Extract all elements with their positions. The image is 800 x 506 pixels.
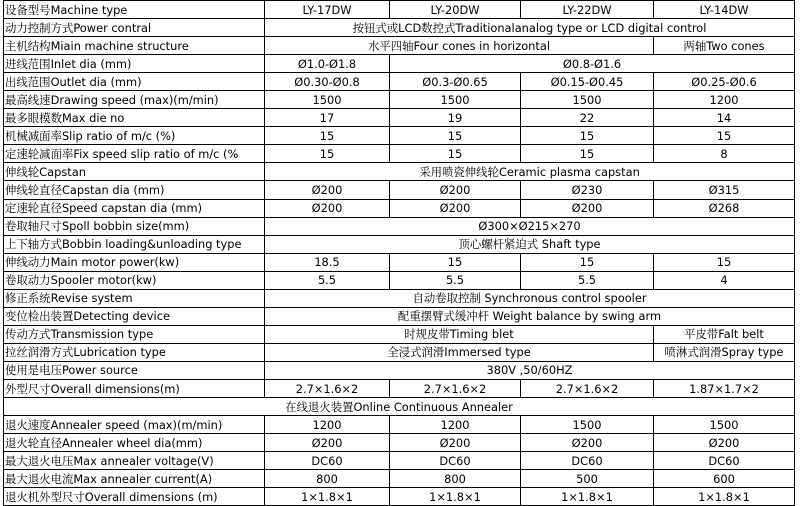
spec-value: 时规皮带Timing blet [265,325,654,343]
spec-label: 动力控制方式Power contral [4,19,265,37]
annealer-row [4,452,795,470]
header-model-ly-17dw: LY-17DW [265,1,390,19]
spec-value: 1.87×1.7×2 [654,379,795,397]
spec-value: Ø300×Ø215×270 [265,217,795,235]
spec-value: 自动卷取控制 Synchronous control spooler [265,289,795,307]
spec-row [4,55,795,73]
spec-label: 伸线轮直径Capstan dia (mm) [4,181,265,199]
spec-value: 15 [390,127,521,145]
spec-value: Ø0.3-Ø0.65 [390,73,521,91]
spec-row [4,343,795,361]
spec-value: 5.5 [521,271,654,289]
spec-row [4,181,795,199]
spec-value: Ø200 [390,181,521,199]
spec-value: 15 [521,145,654,163]
spec-value: 1500 [265,91,390,109]
annealer-value: Ø200 [654,434,795,452]
spec-row [4,217,795,235]
spec-value: Ø0.30-Ø0.8 [265,73,390,91]
spec-value: 17 [265,109,390,127]
annealer-value: 1500 [654,416,795,434]
header-model-ly-20dw: LY-20DW [390,1,521,19]
spec-label: 定速轮直径Speed capstan dia (mm) [4,199,265,217]
annealer-value: DC60 [521,452,654,470]
spec-value: 采用喷瓷伸线轮Ceramic plasma capstan [265,163,795,181]
spec-row [4,289,795,307]
spec-row [4,253,795,271]
spec-value: 5.5 [265,271,390,289]
spec-row [4,271,795,289]
spec-value: 15 [390,253,521,271]
spec-label: 变位检出装置Detecting device [4,307,265,325]
spec-value: 2.7×1.6×2 [390,379,521,397]
spec-value: 14 [654,109,795,127]
annealer-value: DC60 [265,452,390,470]
annealer-label: 退火机外型尺寸Overall dimensions (m) [4,488,265,506]
spec-value: Ø1.0-Ø1.8 [265,55,390,73]
spec-value: 15 [654,127,795,145]
spec-value: Ø200 [390,199,521,217]
annealer-value: 1×1.8×1 [521,488,654,506]
spec-value: 4 [654,271,795,289]
spec-label: 拉丝润滑方式Lubrication type [4,343,265,361]
spec-value: 两轴Two cones [654,37,795,55]
spec-value: Ø0.8-Ø1.6 [390,55,795,73]
spec-label: 修正系统Revise system [4,289,265,307]
spec-label: 使用是电压Power source [4,361,265,379]
annealer-value: 1×1.8×1 [654,488,795,506]
spec-label: 伸线轮Capstan [4,163,265,181]
spec-value: Ø0.15-Ø0.45 [521,73,654,91]
spec-value: 15 [521,253,654,271]
spec-value: 22 [521,109,654,127]
spec-label: 主机结构Miain machine structure [4,37,265,55]
header-machine-type: 设备型号Machine type [4,1,265,19]
spec-row [4,37,795,55]
spec-value: 18.5 [265,253,390,271]
annealer-value: Ø200 [390,434,521,452]
spec-label: 传动方式Transmission type [4,325,265,343]
spec-value: 380V ,50/60HZ [265,361,795,379]
spec-row [4,91,795,109]
spec-label: 定速轮减面率Fix speed slip ratio of m/c (% [4,145,265,163]
spec-row [4,199,795,217]
spec-row [4,163,795,181]
spec-row [4,307,795,325]
spec-value: 5.5 [390,271,521,289]
spec-value: 15 [390,145,521,163]
spec-label: 上下轴方式Bobbin loading&unloading type [4,235,265,253]
spec-label: 外型尺寸Overall dimensions(m) [4,379,265,397]
spec-row [4,379,795,397]
annealer-row [4,416,795,434]
spec-value: 按钮式或LCD数控式Traditionalanalog type or LCD digital control [265,19,795,37]
annealer-value: 800 [390,470,521,488]
spec-label: 进线范围Inlet dia (mm) [4,55,265,73]
spec-label: 卷取轴尺寸Spoll bobbin size(mm) [4,217,265,235]
machine-spec-table [3,0,795,506]
spec-value: Ø0.25-Ø0.6 [654,73,795,91]
spec-value: 8 [654,145,795,163]
annealer-value: 1×1.8×1 [390,488,521,506]
spec-value: Ø268 [654,199,795,217]
spec-value: 喷淋式润滑Spray type [654,343,795,361]
spec-row [4,19,795,37]
annealer-value: DC60 [390,452,521,470]
annealer-value: 800 [265,470,390,488]
spec-value: Ø200 [521,199,654,217]
annealer-row [4,488,795,506]
spec-value: 15 [654,253,795,271]
spec-row [4,127,795,145]
annealer-value: 1×1.8×1 [265,488,390,506]
annealer-label: 退火轮直径Annealer wheel dia(mm) [4,434,265,452]
annealer-label: 最大退火电压Max annealer voltage(V) [4,452,265,470]
spec-value: 15 [521,127,654,145]
spec-value: 2.7×1.6×2 [265,379,390,397]
spec-value: Ø200 [265,199,390,217]
annealer-value: 1200 [390,416,521,434]
spec-table-body [4,1,795,506]
spec-value: 顶心螺杆紧迫式 Shaft type [265,235,795,253]
spec-label: 卷取动力Spooler motor(kw) [4,271,265,289]
annealer-value: DC60 [654,452,795,470]
spec-value: 15 [265,127,390,145]
section-title: 在线退火装置Online Continuous Annealer [4,398,795,416]
spec-value: 全浸式润滑Immersed type [265,343,654,361]
header-model-ly-14dw: LY-14DW [654,1,795,19]
spec-value: 平皮带Falt belt [654,325,795,343]
spec-value: 19 [390,109,521,127]
annealer-value: 1200 [265,416,390,434]
spec-row [4,235,795,253]
spec-row [4,325,795,343]
spec-value: 配重摆臂式缓冲杆 Weight balance by swing arm [265,307,795,325]
spec-value: 1500 [390,91,521,109]
annealer-row [4,434,795,452]
spec-label: 出线范围Outlet dia (mm) [4,73,265,91]
spec-label: 伸线动力Main motor power(kw) [4,253,265,271]
annealer-label: 最大退火电流Max annealer current(A) [4,470,265,488]
spec-value: 15 [265,145,390,163]
spec-label: 机械减面率Slip ratio of m/c (%) [4,127,265,145]
spec-row [4,109,795,127]
section-row [4,398,795,416]
spec-value: 水平四轴Four cones in horizontal [265,37,654,55]
spec-row [4,145,795,163]
annealer-value: Ø200 [521,434,654,452]
annealer-label: 退火速度Annealer speed (max)(m/min) [4,416,265,434]
annealer-value: 600 [654,470,795,488]
spec-value: Ø230 [521,181,654,199]
header-model-ly-22dw: LY-22DW [521,1,654,19]
annealer-value: 500 [521,470,654,488]
spec-value: 1500 [521,91,654,109]
spec-value: 2.7×1.6×2 [521,379,654,397]
spec-value: Ø315 [654,181,795,199]
spec-value: 1200 [654,91,795,109]
header-row [4,1,795,19]
annealer-row [4,470,795,488]
spec-row [4,73,795,91]
annealer-value: Ø200 [265,434,390,452]
spec-label: 最高线速Drawing speed (max)(m/min) [4,91,265,109]
spec-label: 最多眼模数Max die no [4,109,265,127]
annealer-value: 1500 [521,416,654,434]
spec-row [4,361,795,379]
spec-value: Ø200 [265,181,390,199]
